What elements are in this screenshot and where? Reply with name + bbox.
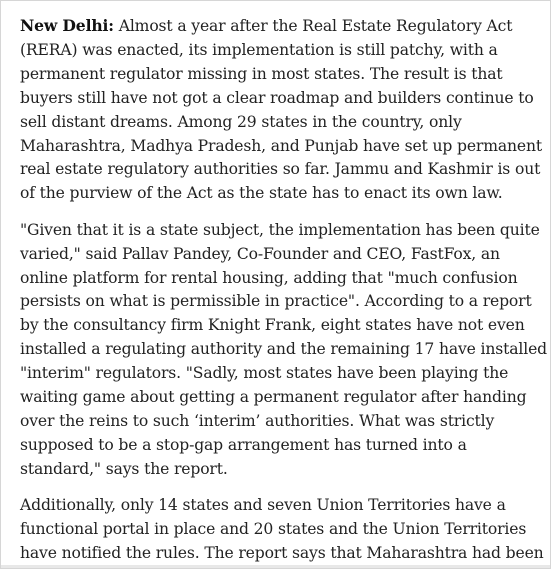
article-paragraph-2: "Given that it is a state subject, the implementation has been quite varied," said Pallav Pandey, Co-Founder and CEO, FastFox, an online platform for rental housing, adding that "much confusion persists on what is permissible in practice". According to a report by the consultancy firm Knight Frank, eight states have not even installed a regulating authority and the remaining 17 have installed "interim" regulators. "Sadly, most states have been playing the waiting game about getting a permanent regulator after handing over the reins to such ‘interim’ authorities. What was strictly supposed to be a stop-gap arrangement has turned into a standard," says the report. (20, 220, 547, 478)
article-paragraph-1 (20, 14, 548, 206)
article-paragraph-3: Additionally, only 14 states and seven Union Territories have a functional portal in place and 20 states and the Union Territories have notified the rules. The report says that Maharashtra had been (20, 496, 544, 563)
article-dateline: New Delhi: (20, 16, 114, 35)
paragraph-1-text: Almost a year after the Real Estate Regulatory Act (RERA) was enacted, its implementation is still patchy, with a permanent regulator missing in most states. The result is that buyers still have not got a clear roadmap and builders continue to sell distant dreams. Among 29 states in the country, only Maharashtra, Madhya Pradesh, and Punjab have set up permanent real estate regulatory authorities so far. Jammu and Kashmir is out of the purview of the Act as the state has to enact its own law. (20, 17, 542, 203)
article-body (20, 14, 548, 569)
bottom-edge-divider (1, 565, 550, 568)
